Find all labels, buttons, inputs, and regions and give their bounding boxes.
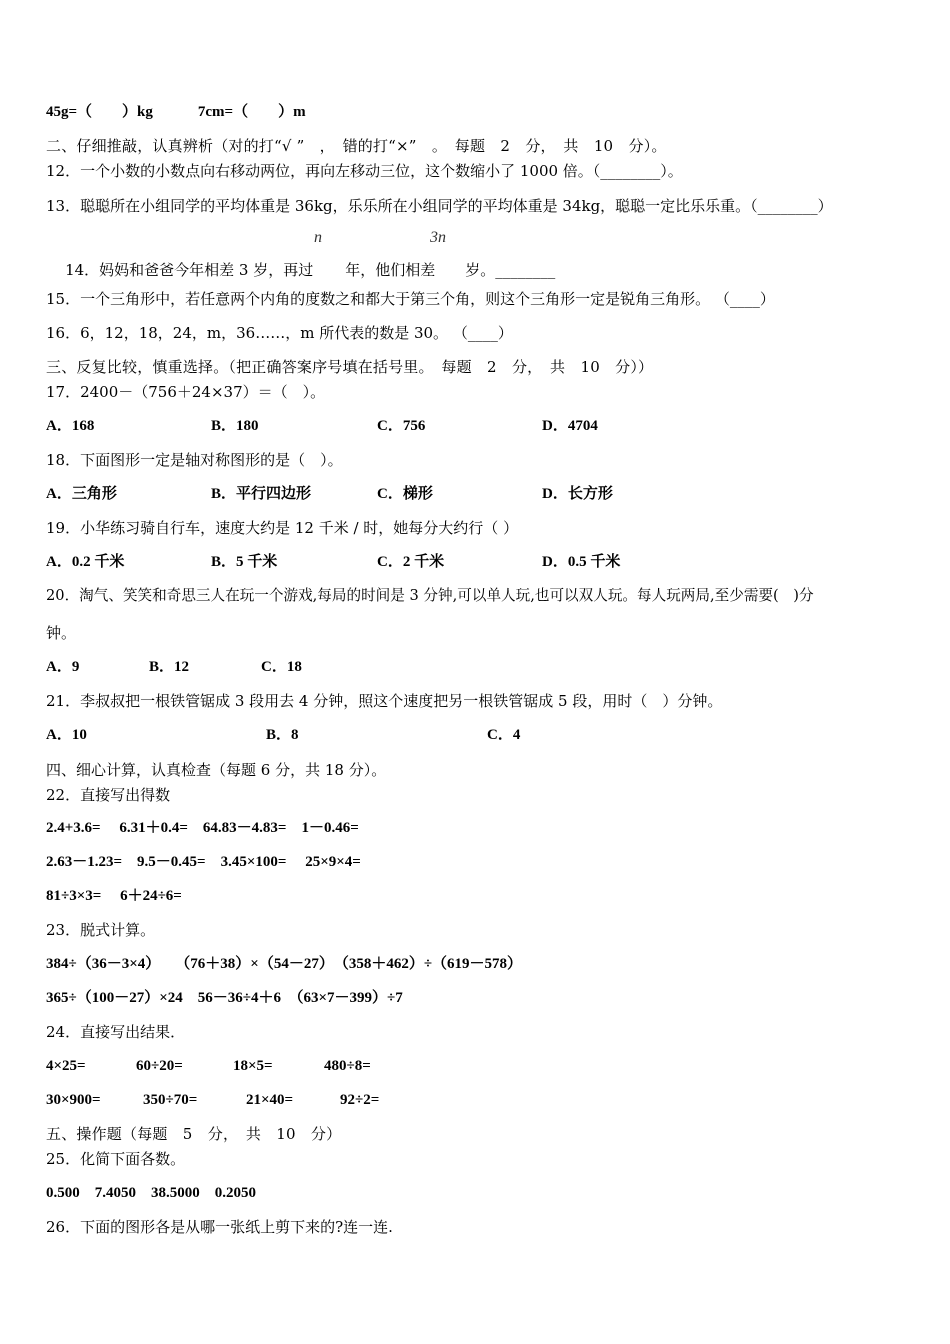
q20-option-a: A．9: [46, 659, 80, 675]
question-26: 26．下面的图形各是从哪一张纸上剪下来的?连一连.: [46, 1218, 393, 1236]
question-13: 13．聪聪所在小组同学的平均体重是 36kg，乐乐所在小组同学的平均体重是 34kg，聪聪一定比乐乐重。（________）: [46, 197, 833, 215]
question-18: 18．下面图形一定是轴对称图形的是（ ）。: [46, 451, 343, 469]
section-2-heading: 二、仔细推敲，认真辨析（对的打“√ ” ， 错的打“×” 。 每题 2 分， 共 10 分）。: [46, 137, 667, 155]
q20-option-b: B．12: [149, 659, 190, 675]
q22-row-1: 2.4+3.6= 6.31＋0.4= 64.83－4.83= 1－0.46=: [46, 820, 359, 836]
question-14: [46, 243, 555, 297]
q22-row-2: 2.63－1.23= 9.5－0.45= 3.45×100= 25×9×4=: [46, 854, 361, 870]
q19-option-c: C．2 千米: [377, 554, 445, 570]
section-3-heading: 三、反复比较，慎重选择。（把正确答案序号填在括号里。 每题 2 分， 共 10 分））: [46, 358, 654, 376]
q20-option-c: C．18: [261, 659, 302, 675]
q17-option-b: B．180: [211, 418, 259, 434]
q17-option-c: C．756: [377, 418, 426, 434]
question-19: 19．小华练习骑自行车，速度大约是 12 千米 / 时，她每分大约行（ ）: [46, 519, 519, 537]
q18-option-c: C．梯形: [377, 486, 433, 502]
q24-r2-c1: 30×900=: [46, 1092, 101, 1108]
q19-option-a: A．0.2 千米: [46, 554, 125, 570]
question-24: 24．直接写出结果．: [46, 1023, 186, 1041]
q23-row-1: 384÷（36－3×4） （76＋38）×（54－27） （358＋462）÷（619－578）: [46, 956, 523, 972]
q24-r1-c3: 18×5=: [233, 1058, 273, 1074]
question-20-cont: 钟。: [46, 624, 77, 642]
section-5-heading: 五、操作题（每题 5 分， 共 10 分）: [46, 1125, 342, 1143]
q17-option-d: D．4704: [542, 418, 598, 434]
q25-numbers: 0.500 7.4050 38.5000 0.2050: [46, 1185, 257, 1201]
question-12: 12．一个小数的小数点向右移动两位，再向左移动三位，这个数缩小了 1000 倍。（________）。: [46, 162, 683, 180]
q19-option-d: D．0.5 千米: [542, 554, 621, 570]
question-15: 15．一个三角形中，若任意两个内角的度数之和都大于第三个角，则这个三角形一定是锐角三角形。 （____）: [46, 290, 775, 308]
q21-option-c: C．4: [487, 727, 521, 743]
question-23: 23．脱式计算。: [46, 921, 156, 939]
variable-n: n: [314, 229, 322, 246]
q24-r2-c2: 350÷70=: [143, 1092, 198, 1108]
q21-option-a: A．10: [46, 727, 87, 743]
question-14-part1: 14．妈妈和爸爸今年相差 3 岁，再过: [65, 261, 314, 279]
question-17: 17．2400－（756＋24×37）＝（ ）。: [46, 383, 326, 401]
question-14-part2: 年，他们相差: [345, 261, 436, 279]
question-25: 25．化简下面各数。: [46, 1150, 186, 1168]
variable-3n: 3n: [430, 229, 446, 246]
question-16: 16．6，12，18，24，m，36……，m 所代表的数是 30。 （____）: [46, 324, 513, 342]
q18-option-b: B．平行四边形: [211, 486, 312, 502]
question-20: 20．淘气、笑笑和奇思三人在玩一个游戏,每局的时间是 3 分钟,可以单人玩,也可以双人玩。每人玩两局,至少需要( )分: [46, 587, 814, 604]
q17-option-a: A．168: [46, 418, 95, 434]
q24-r2-c4: 92÷2=: [340, 1092, 380, 1108]
question-14-part3: 岁。________: [465, 261, 556, 279]
q24-r1-c1: 4×25=: [46, 1058, 86, 1074]
q24-r1-c2: 60÷20=: [136, 1058, 183, 1074]
question-21: 21．李叔叔把一根铁管锯成 3 段用去 4 分钟，照这个速度把另一根铁管锯成 5 段，用时（ ）分钟。: [46, 692, 723, 710]
question-22: 22．直接写出得数: [46, 786, 171, 804]
q23-row-2: 365÷（100－27）×24 56－36÷4＋6 （63×7－399）÷7: [46, 990, 403, 1006]
section-4-heading: 四、细心计算，认真检查（每题 6 分，共 18 分）。: [46, 761, 387, 779]
q18-option-d: D．长方形: [542, 486, 613, 502]
q19-option-b: B．5 千米: [211, 554, 278, 570]
q24-r1-c4: 480÷8=: [324, 1058, 371, 1074]
q24-r2-c3: 21×40=: [246, 1092, 294, 1108]
unit-conversion-line: 45g=（ ）kg 7cm=（ ）m: [46, 104, 306, 120]
q22-row-3: 81÷3×3= 6＋24÷6=: [46, 888, 182, 904]
q18-option-a: A．三角形: [46, 486, 117, 502]
q21-option-b: B．8: [266, 727, 299, 743]
